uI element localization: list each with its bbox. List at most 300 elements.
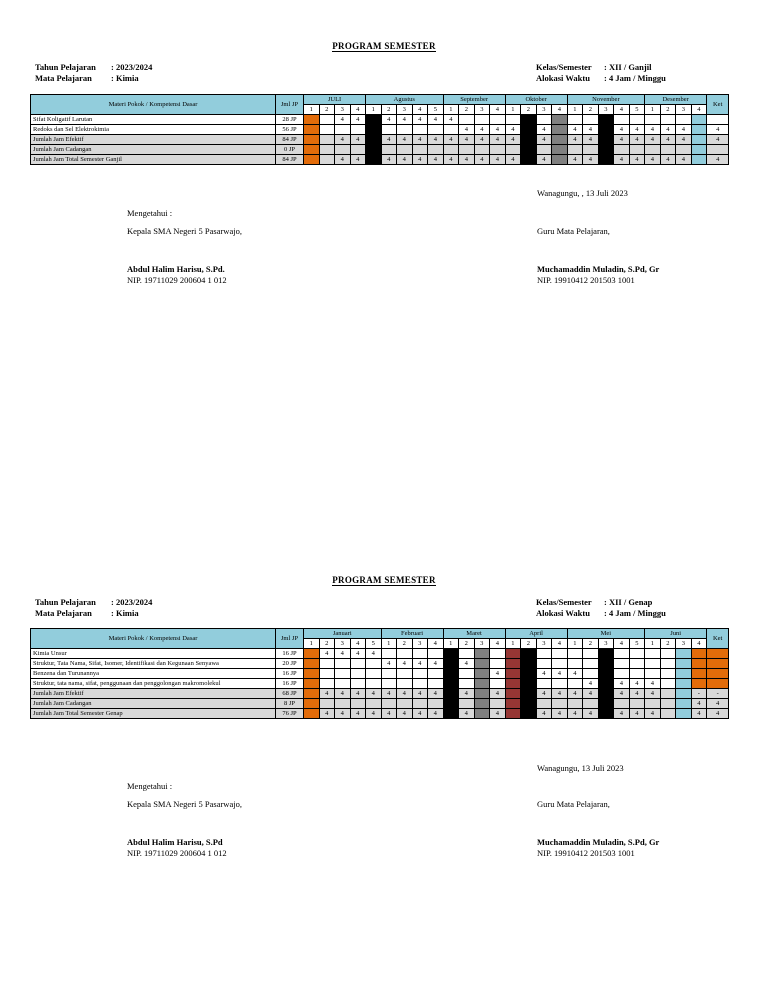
week-number-header: 3 xyxy=(474,639,490,649)
week-cell: 4 xyxy=(490,125,506,135)
info-left xyxy=(35,597,152,619)
week-number-header: 1 xyxy=(443,639,459,649)
week-cell: 4 xyxy=(629,125,645,135)
week-number-header: 4 xyxy=(350,639,366,649)
alokasi-label: Alokasi Waktu xyxy=(536,73,590,83)
week-cell xyxy=(598,659,614,669)
materi-cell: Redoks dan Sel Elektrokimia xyxy=(31,125,276,135)
week-cell: 4 xyxy=(505,135,521,145)
jp-cell: 16 JP xyxy=(276,649,304,659)
week-cell: 4 xyxy=(583,125,599,135)
week-cell xyxy=(614,145,630,155)
kepala-sekolah-title: Kepala SMA Negeri 5 Pasarwajo, xyxy=(127,226,242,236)
kelas-label: Kelas/Semester xyxy=(536,597,592,607)
week-cell: 4 xyxy=(490,669,506,679)
table-row xyxy=(31,115,729,125)
week-number-header: 4 xyxy=(614,105,630,115)
week-cell xyxy=(598,115,614,125)
week-cell xyxy=(304,155,320,165)
week-cell: 4 xyxy=(707,135,729,145)
mengetahui-label: Mengetahui : xyxy=(127,781,173,791)
week-cell xyxy=(428,669,444,679)
week-cell: 4 xyxy=(459,709,475,719)
week-number-header: 3 xyxy=(676,105,692,115)
week-cell xyxy=(490,145,506,155)
week-number-header: 4 xyxy=(691,639,707,649)
week-cell: 4 xyxy=(459,155,475,165)
week-cell: 4 xyxy=(381,155,397,165)
week-cell xyxy=(505,689,521,699)
week-cell: 4 xyxy=(428,689,444,699)
week-cell xyxy=(350,125,366,135)
materi-cell: Struktur, Tata Nama, Sifat, Isomer, Identifikasi dan Kegunaan Senyawa xyxy=(31,659,276,669)
semester-genap-section xyxy=(0,535,768,1002)
week-cell: 4 xyxy=(428,659,444,669)
week-cell xyxy=(366,659,382,669)
week-cell: 4 xyxy=(505,125,521,135)
week-cell: 4 xyxy=(707,699,729,709)
week-cell: 4 xyxy=(552,669,568,679)
week-cell xyxy=(428,699,444,709)
week-cell: 4 xyxy=(412,659,428,669)
week-cell: 4 xyxy=(474,155,490,165)
week-cell xyxy=(598,709,614,719)
table-row xyxy=(31,669,729,679)
week-cell: 4 xyxy=(536,135,552,145)
week-cell xyxy=(443,689,459,699)
week-cell: 4 xyxy=(350,709,366,719)
week-cell xyxy=(474,709,490,719)
week-cell xyxy=(505,659,521,669)
week-number-header: 2 xyxy=(459,639,475,649)
week-cell xyxy=(412,679,428,689)
week-cell: 4 xyxy=(381,135,397,145)
week-cell xyxy=(319,115,335,125)
week-number-header: 2 xyxy=(459,105,475,115)
week-number-header: 2 xyxy=(583,105,599,115)
week-number-header: 4 xyxy=(552,105,568,115)
table-row xyxy=(31,679,729,689)
week-cell xyxy=(676,669,692,679)
week-number-header: 4 xyxy=(691,105,707,115)
week-cell: 4 xyxy=(428,115,444,125)
jp-cell: 20 JP xyxy=(276,659,304,669)
week-cell: 4 xyxy=(629,679,645,689)
table-row xyxy=(31,709,729,719)
week-cell xyxy=(521,659,537,669)
week-cell xyxy=(660,145,676,155)
kelas-label: Kelas/Semester xyxy=(536,62,592,72)
mengetahui-label: Mengetahui : xyxy=(127,208,173,218)
week-cell xyxy=(443,669,459,679)
week-cell: 4 xyxy=(459,135,475,145)
jp-cell: 84 JP xyxy=(276,135,304,145)
week-cell: 4 xyxy=(645,679,661,689)
week-number-header: 4 xyxy=(412,105,428,115)
week-cell xyxy=(691,659,707,669)
week-cell xyxy=(443,679,459,689)
week-cell: 4 xyxy=(583,135,599,145)
week-cell xyxy=(660,649,676,659)
week-cell: 4 xyxy=(614,689,630,699)
week-cell xyxy=(366,115,382,125)
week-number-header: 1 xyxy=(567,105,583,115)
week-cell xyxy=(443,709,459,719)
week-cell: 4 xyxy=(350,135,366,145)
week-cell xyxy=(552,125,568,135)
week-cell xyxy=(381,145,397,155)
table-row xyxy=(31,125,729,135)
week-number-header: 2 xyxy=(319,105,335,115)
materi-cell: Jumlah Jam Efektif xyxy=(31,135,276,145)
week-cell xyxy=(443,125,459,135)
week-cell xyxy=(474,689,490,699)
week-cell xyxy=(319,679,335,689)
week-cell xyxy=(490,115,506,125)
week-cell xyxy=(459,669,475,679)
week-number-header: 1 xyxy=(304,105,320,115)
week-number-header: 1 xyxy=(645,639,661,649)
week-cell xyxy=(676,115,692,125)
week-cell: 4 xyxy=(335,135,351,145)
week-cell: 4 xyxy=(366,689,382,699)
week-cell: 4 xyxy=(350,115,366,125)
materi-cell: Jumlah Jam Cadangan xyxy=(31,699,276,709)
week-cell: 4 xyxy=(567,135,583,145)
week-number-header: 4 xyxy=(428,639,444,649)
week-cell xyxy=(583,145,599,155)
week-number-header: 5 xyxy=(428,105,444,115)
week-cell xyxy=(521,649,537,659)
week-cell xyxy=(536,115,552,125)
week-cell xyxy=(567,659,583,669)
week-cell xyxy=(350,145,366,155)
week-cell xyxy=(598,145,614,155)
week-cell xyxy=(443,145,459,155)
week-number-header: 2 xyxy=(319,639,335,649)
week-cell xyxy=(629,145,645,155)
week-cell xyxy=(691,155,707,165)
week-cell xyxy=(319,145,335,155)
week-cell xyxy=(350,679,366,689)
week-cell xyxy=(319,135,335,145)
week-cell xyxy=(505,115,521,125)
week-cell xyxy=(428,679,444,689)
week-cell: 4 xyxy=(443,135,459,145)
week-cell xyxy=(335,145,351,155)
week-cell: 4 xyxy=(428,135,444,145)
week-cell xyxy=(676,689,692,699)
week-cell xyxy=(552,679,568,689)
week-number-header: 3 xyxy=(397,105,413,115)
place-date: Wanagungu, 13 Juli 2023 xyxy=(537,763,624,773)
month-header: Oktober xyxy=(505,95,567,105)
week-cell: 4 xyxy=(397,135,413,145)
week-cell xyxy=(397,649,413,659)
week-number-header: 4 xyxy=(490,639,506,649)
kepala-sekolah-title: Kepala SMA Negeri 5 Pasarwajo, xyxy=(127,799,242,809)
materi-cell: Sifat Koligatif Larutan xyxy=(31,115,276,125)
kepala-sekolah-signature xyxy=(127,837,227,859)
week-cell xyxy=(676,699,692,709)
materi-cell: Jumlah Jam Efektif xyxy=(31,689,276,699)
week-cell: 4 xyxy=(614,709,630,719)
week-cell xyxy=(536,659,552,669)
guru-signature xyxy=(537,837,659,859)
week-cell xyxy=(412,669,428,679)
month-header: September xyxy=(443,95,505,105)
week-cell xyxy=(459,679,475,689)
week-cell: 4 xyxy=(567,155,583,165)
month-header: Agustus xyxy=(366,95,444,105)
week-number-header: 2 xyxy=(660,639,676,649)
week-cell: 4 xyxy=(614,679,630,689)
week-cell xyxy=(412,125,428,135)
week-cell xyxy=(676,659,692,669)
week-cell xyxy=(304,689,320,699)
week-cell: 4 xyxy=(660,135,676,145)
week-cell xyxy=(474,649,490,659)
week-cell: 4 xyxy=(707,709,729,719)
week-cell xyxy=(459,115,475,125)
info-right xyxy=(536,62,666,84)
week-cell: 4 xyxy=(536,125,552,135)
program-semester-table xyxy=(30,94,729,165)
week-cell xyxy=(443,699,459,709)
week-cell xyxy=(319,659,335,669)
week-cell xyxy=(397,669,413,679)
week-number-header: 1 xyxy=(505,639,521,649)
materi-cell: Struktur, tata nama, sifat, penggunaan dan penggolongan makromolekul xyxy=(31,679,276,689)
guru-name: Muchamaddin Muladin, S.Pd, Gr xyxy=(537,837,660,847)
week-cell xyxy=(645,145,661,155)
materi-cell: Jumlah Jam Cadangan xyxy=(31,145,276,155)
week-cell xyxy=(583,659,599,669)
week-cell xyxy=(691,145,707,155)
materi-cell: Kimia Unsur xyxy=(31,649,276,659)
tahun-value: : 2023/2024 xyxy=(111,62,153,72)
tahun-label: Tahun Pelajaran xyxy=(35,62,96,72)
week-cell xyxy=(707,649,729,659)
week-cell xyxy=(629,649,645,659)
col-ket-header: Ket xyxy=(707,95,729,115)
week-cell: 4 xyxy=(660,155,676,165)
month-header: November xyxy=(567,95,645,105)
week-cell xyxy=(304,649,320,659)
week-cell: 4 xyxy=(490,135,506,145)
week-cell xyxy=(474,669,490,679)
week-cell: 4 xyxy=(490,689,506,699)
week-number-header: 4 xyxy=(614,639,630,649)
month-header: Desember xyxy=(645,95,707,105)
week-number-header: 3 xyxy=(474,105,490,115)
week-cell: 4 xyxy=(629,135,645,145)
week-cell: 4 xyxy=(707,155,729,165)
week-cell xyxy=(381,679,397,689)
week-cell xyxy=(660,679,676,689)
week-number-header: 2 xyxy=(397,639,413,649)
week-cell: 4 xyxy=(366,649,382,659)
week-cell xyxy=(645,699,661,709)
week-cell xyxy=(335,659,351,669)
week-cell xyxy=(614,669,630,679)
week-cell: 4 xyxy=(335,709,351,719)
week-cell xyxy=(443,659,459,669)
jp-cell: 56 JP xyxy=(276,125,304,135)
week-number-header: 2 xyxy=(660,105,676,115)
jp-cell: 16 JP xyxy=(276,669,304,679)
week-cell: 4 xyxy=(567,669,583,679)
kepala-sekolah-nip: NIP. 19711029 200604 1 012 xyxy=(127,275,227,285)
week-cell xyxy=(505,679,521,689)
week-cell: 4 xyxy=(397,155,413,165)
week-cell xyxy=(676,649,692,659)
week-cell xyxy=(598,669,614,679)
week-cell xyxy=(319,669,335,679)
week-cell xyxy=(335,125,351,135)
mapel-value: : Kimia xyxy=(111,608,139,618)
week-cell xyxy=(521,669,537,679)
week-number-header: 5 xyxy=(629,105,645,115)
guru-title: Guru Mata Pelajaran, xyxy=(537,226,610,236)
week-cell xyxy=(614,115,630,125)
week-cell: 4 xyxy=(614,125,630,135)
week-cell: 4 xyxy=(614,155,630,165)
week-cell: 4 xyxy=(552,689,568,699)
week-cell xyxy=(474,699,490,709)
week-cell: 4 xyxy=(412,155,428,165)
kepala-sekolah-name: Abdul Halim Harisu, S.Pd. xyxy=(127,264,225,274)
week-cell xyxy=(660,709,676,719)
tahun-label: Tahun Pelajaran xyxy=(35,597,96,607)
week-cell: 4 xyxy=(350,649,366,659)
month-header: Mei xyxy=(567,629,645,639)
week-cell xyxy=(583,649,599,659)
month-header: Juni xyxy=(645,629,707,639)
week-cell xyxy=(645,115,661,125)
week-cell: 4 xyxy=(381,689,397,699)
week-cell: 4 xyxy=(583,679,599,689)
week-cell: 4 xyxy=(536,689,552,699)
week-cell: 4 xyxy=(629,709,645,719)
week-cell xyxy=(350,699,366,709)
week-cell: 4 xyxy=(645,689,661,699)
week-number-header: 2 xyxy=(521,105,537,115)
week-cell xyxy=(335,669,351,679)
materi-cell: Jumlah Jam Total Semester Genap xyxy=(31,709,276,719)
week-cell: 4 xyxy=(614,135,630,145)
week-cell xyxy=(381,669,397,679)
table-row xyxy=(31,659,729,669)
week-cell xyxy=(629,669,645,679)
week-number-header: 4 xyxy=(350,105,366,115)
col-jml-jp-header: Jml JP xyxy=(276,95,304,115)
week-number-header: 3 xyxy=(536,105,552,115)
week-cell xyxy=(629,659,645,669)
week-cell xyxy=(691,679,707,689)
week-cell xyxy=(459,699,475,709)
info-left xyxy=(35,62,152,84)
week-cell xyxy=(521,155,537,165)
week-cell xyxy=(676,145,692,155)
week-cell: 4 xyxy=(583,155,599,165)
week-cell xyxy=(505,709,521,719)
week-number-header: 5 xyxy=(366,639,382,649)
week-cell xyxy=(691,649,707,659)
week-cell: 4 xyxy=(335,689,351,699)
week-cell xyxy=(304,669,320,679)
week-cell xyxy=(490,649,506,659)
week-number-header: 2 xyxy=(381,105,397,115)
col-materi-header: Materi Pokok / Kompetensi Dasar xyxy=(31,95,276,115)
guru-nip: NIP. 19910412 201503 1001 xyxy=(537,848,635,858)
week-cell xyxy=(366,669,382,679)
kepala-sekolah-name: Abdul Halim Harisu, S.Pd xyxy=(127,837,223,847)
page-title: PROGRAM SEMESTER xyxy=(332,575,436,585)
week-cell xyxy=(428,145,444,155)
week-cell xyxy=(350,659,366,669)
week-cell: 4 xyxy=(428,155,444,165)
week-number-header: 3 xyxy=(598,639,614,649)
week-cell: 4 xyxy=(567,689,583,699)
week-cell xyxy=(304,679,320,689)
week-cell xyxy=(474,679,490,689)
kepala-sekolah-signature xyxy=(127,264,227,286)
week-cell: 4 xyxy=(490,709,506,719)
week-cell: 4 xyxy=(350,155,366,165)
week-number-header: 1 xyxy=(645,105,661,115)
week-cell: 4 xyxy=(381,115,397,125)
week-cell: 4 xyxy=(474,125,490,135)
week-cell: 4 xyxy=(459,125,475,135)
week-cell xyxy=(676,709,692,719)
week-cell: 4 xyxy=(335,115,351,125)
week-cell: 4 xyxy=(335,155,351,165)
alokasi-label: Alokasi Waktu xyxy=(536,608,590,618)
week-cell xyxy=(521,145,537,155)
week-cell xyxy=(319,125,335,135)
month-header: Januari xyxy=(304,629,382,639)
week-cell xyxy=(428,649,444,659)
week-number-header: 3 xyxy=(335,105,351,115)
mapel-label: Mata Pelajaran xyxy=(35,73,92,83)
week-cell xyxy=(319,155,335,165)
week-cell xyxy=(598,649,614,659)
week-cell xyxy=(660,699,676,709)
week-cell xyxy=(567,699,583,709)
week-cell: 4 xyxy=(412,135,428,145)
week-number-header: 3 xyxy=(412,639,428,649)
week-cell xyxy=(598,689,614,699)
week-cell: 4 xyxy=(567,709,583,719)
week-cell: 4 xyxy=(660,125,676,135)
week-cell xyxy=(304,125,320,135)
guru-nip: NIP. 19910412 201503 1001 xyxy=(537,275,635,285)
info-right xyxy=(536,597,666,619)
week-number-header: 3 xyxy=(335,639,351,649)
week-cell: 4 xyxy=(397,115,413,125)
jp-cell: 84 JP xyxy=(276,155,304,165)
week-cell: 4 xyxy=(691,699,707,709)
month-header: Februari xyxy=(381,629,443,639)
week-number-header: 1 xyxy=(443,105,459,115)
week-cell: 4 xyxy=(505,155,521,165)
week-cell xyxy=(505,649,521,659)
week-number-header: 1 xyxy=(366,105,382,115)
week-cell xyxy=(304,709,320,719)
week-cell xyxy=(552,659,568,669)
week-cell xyxy=(552,145,568,155)
